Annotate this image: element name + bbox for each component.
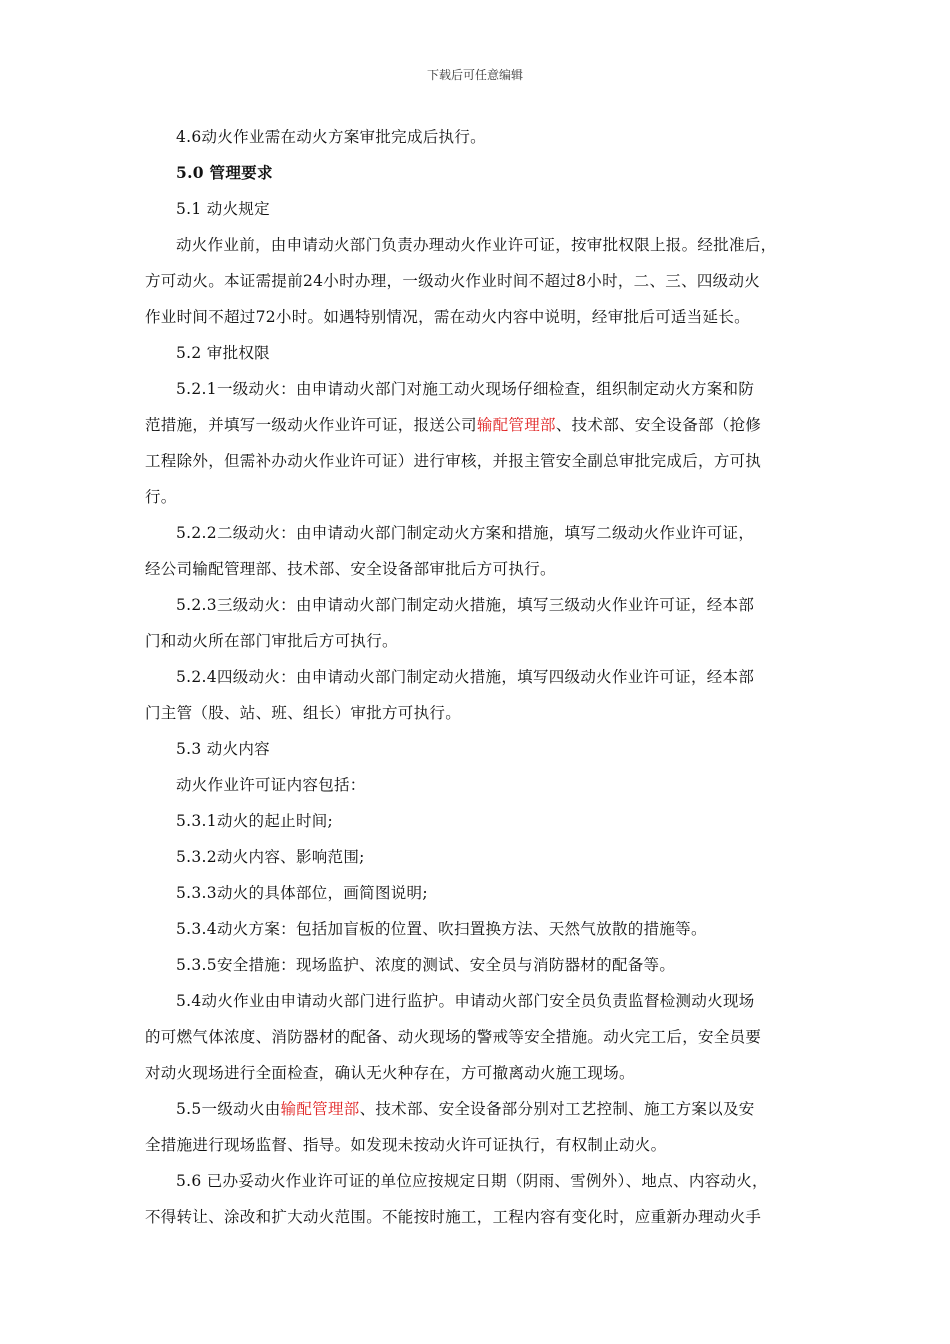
- text-line: 全措施进行现场监督、指导。如发现未按动火许可证执行，有权制止动火。: [145, 1136, 667, 1154]
- text-segment: 5.5一级动火由: [176, 1100, 281, 1118]
- text-line: 动火作业前，由申请动火部门负责办理动火作业许可证，按审批权限上报。经批准后，: [176, 236, 777, 254]
- text-line: 不得转让、涂改和扩大动火范围。不能按时施工，工程内容有变化时，应重新办理动火手: [145, 1208, 762, 1226]
- document-body: [145, 122, 807, 1238]
- text-line: 4.6动火作业需在动火方案审批完成后执行。: [176, 128, 486, 146]
- text-line: 的可燃气体浓度、消防器材的配备、动火现场的警戒等安全措施。动火完工后，安全员要: [145, 1028, 762, 1046]
- text-line: 方可动火。本证需提前24小时办理，一级动火作业时间不超过8小时，二、三、四级动火: [145, 272, 761, 290]
- text-line: 门和动火所在部门审批后方可执行。: [145, 632, 398, 650]
- text-segment: 、技术部、安全设备部分别对工艺控制、施工方案以及安: [359, 1100, 755, 1118]
- highlighted-department-name: 输配管理部: [476, 416, 556, 434]
- text-line: 工程除外，但需补办动火作业许可证）进行审核，并报主管安全副总审批完成后，方可执: [145, 452, 762, 470]
- text-line: 经公司输配管理部、技术部、安全设备部审批后方可执行。: [145, 560, 556, 578]
- text-line: 5.2.4四级动火：由申请动火部门制定动火措施，填写四级动火作业许可证，经本部: [176, 668, 755, 686]
- text-line: 5.1 动火规定: [176, 200, 270, 218]
- text-line: 作业时间不超过72小时。如遇特别情况，需在动火内容中说明，经审批后可适当延长。: [145, 308, 750, 326]
- text-line: 5.3.3动火的具体部位，画简图说明;: [176, 884, 428, 902]
- text-line: 5.4动火作业由申请动火部门进行监护。申请动火部门安全员负责监督检测动火现场: [176, 992, 755, 1010]
- text-segment: 、技术部、安全设备部（抢修: [555, 416, 762, 434]
- text-line: 5.2 审批权限: [176, 344, 270, 362]
- text-line: 动火作业许可证内容包括：: [176, 776, 366, 794]
- text-line: 5.3.5安全措施：现场监护、浓度的测试、安全员与消防器材的配备等。: [176, 956, 676, 974]
- text-line: 5.3.4动火方案：包括加盲板的位置、吹扫置换方法、天然气放散的措施等。: [176, 920, 707, 938]
- page-header: 下载后可任意编辑: [426, 68, 523, 82]
- text-line: [145, 1094, 807, 1130]
- text-line: 5.6 已办妥动火作业许可证的单位应按规定日期（阴雨、雪例外）、地点、内容动火，: [176, 1172, 768, 1190]
- text-line: 5.2.2二级动火：由申请动火部门制定动火方案和措施，填写二级动火作业许可证，: [176, 524, 755, 542]
- text-line: 5.3 动火内容: [176, 740, 270, 758]
- text-line: 对动火现场进行全面检查，确认无火种存在，方可撤离动火施工现场。: [145, 1064, 635, 1082]
- highlighted-department-name: 输配管理部: [280, 1100, 360, 1118]
- text-line: [145, 410, 807, 446]
- text-line: 5.3.1动火的起止时间;: [176, 812, 334, 830]
- text-line: 5.2.3三级动火：由申请动火部门制定动火措施，填写三级动火作业许可证，经本部: [176, 596, 755, 614]
- text-line: 门主管（股、站、班、组长）审批方可执行。: [145, 704, 462, 722]
- text-line: 5.2.1一级动火：由申请动火部门对施工动火现场仔细检查，组织制定动火方案和防: [176, 380, 755, 398]
- text-line: 行。: [145, 488, 177, 506]
- text-line: 5.3.2动火内容、影响范围;: [176, 848, 365, 866]
- text-line: 5.0 管理要求: [176, 163, 273, 182]
- text-segment: 范措施，并填写一级动火作业许可证，报送公司: [145, 416, 477, 434]
